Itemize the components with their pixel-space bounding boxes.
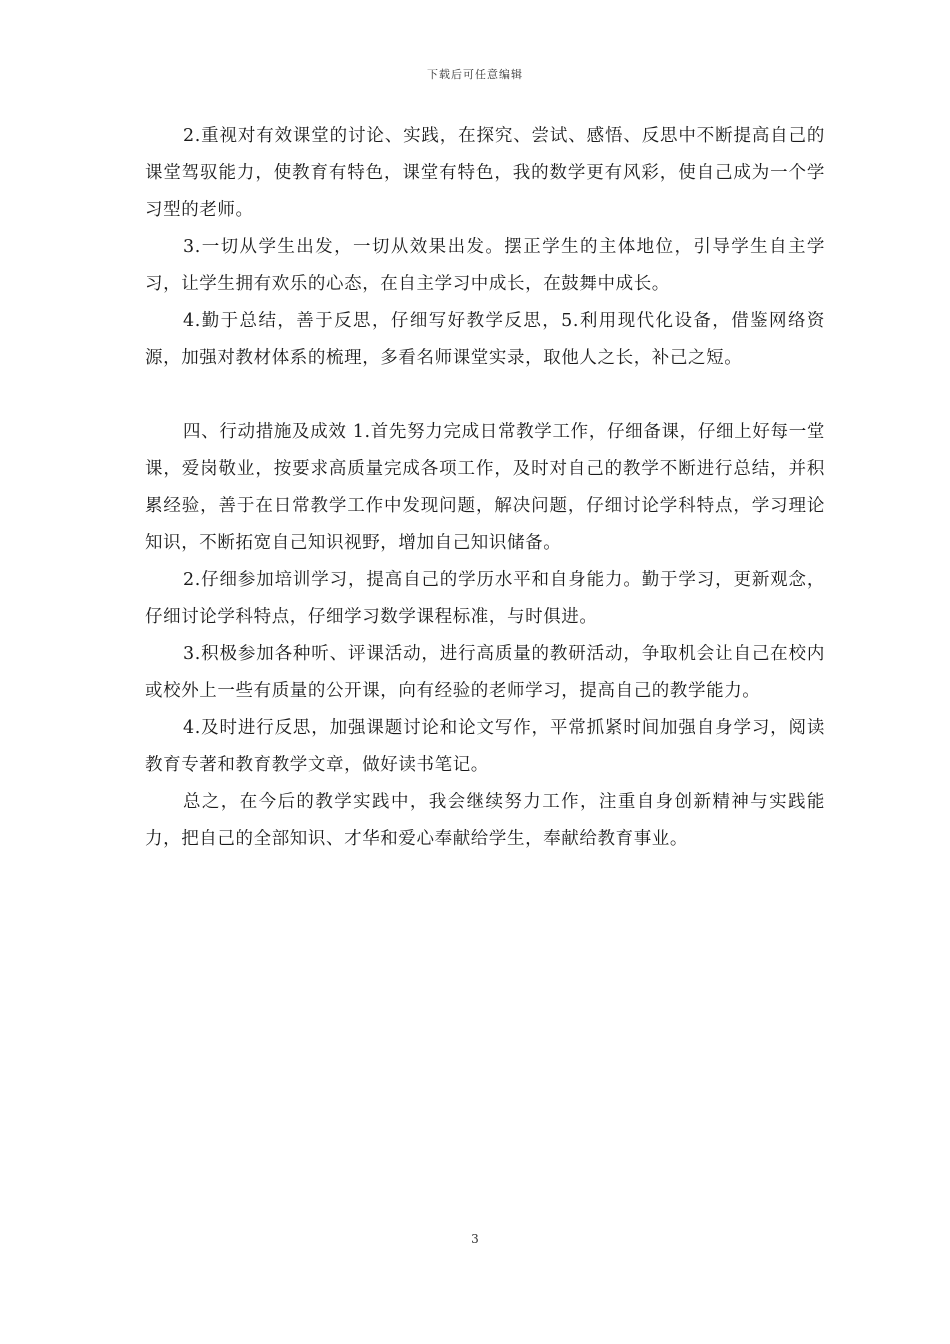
paragraph-reflection-writing: 4.及时进行反思，加强课题讨论和论文写作，平常抓紧时间加强自身学习，阅读教育专著和教育教学文章，做好读书笔记。: [145, 718, 825, 775]
document-body: [145, 118, 825, 858]
paragraph-reflective-teaching: 2.重视对有效课堂的讨论、实践，在探究、尝试、感悟、反思中不断提高自己的课堂驾驭能力，使教育有特色，课堂有特色，我的数学更有风彩，使自己成为一个学习型的老师。: [145, 126, 825, 220]
page-number: 3: [471, 1232, 479, 1246]
page-header: 下载后可任意编辑: [427, 68, 523, 81]
paragraph-lesson-activities: 3.积极参加各种听、评课活动，进行高质量的教研活动，争取机会让自己在校内或校外上一些有质量的公开课，向有经验的老师学习，提高自己的教学能力。: [145, 644, 825, 701]
paragraph-spacer: [145, 377, 825, 414]
paragraph-summary-and-resources: 4.勤于总结，善于反思，仔细写好教学反思，5.利用现代化设备，借鉴网络资源，加强对教材体系的梳理，多看名师课堂实录，取他人之长，补己之短。: [145, 311, 825, 368]
paragraph-conclusion: 总之，在今后的教学实践中，我会继续努力工作，注重自身创新精神与实践能力，把自己的全部知识、才华和爱心奉献给学生，奉献给教育事业。: [145, 792, 825, 849]
paragraph-student-centered: 3.一切从学生出发，一切从效果出发。摆正学生的主体地位，引导学生自主学习，让学生拥有欢乐的心态，在自主学习中成长，在鼓舞中成长。: [145, 237, 825, 294]
paragraph-training: 2.仔细参加培训学习，提高自己的学历水平和自身能力。勤于学习，更新观念，仔细讨论学科特点，仔细学习数学课程标准，与时俱进。: [145, 570, 825, 627]
paragraph-action-measures: 四、行动措施及成效 1.首先努力完成日常教学工作，仔细备课，仔细上好每一堂课，爱岗敬业，按要求高质量完成各项工作，及时对自己的教学不断进行总结，并积累经验，善于在日常教学工作中发现问题，解决问题，仔细讨论学科特点，学习理论知识，不断拓宽自己知识视野，增加自己知识储备。: [145, 422, 825, 553]
